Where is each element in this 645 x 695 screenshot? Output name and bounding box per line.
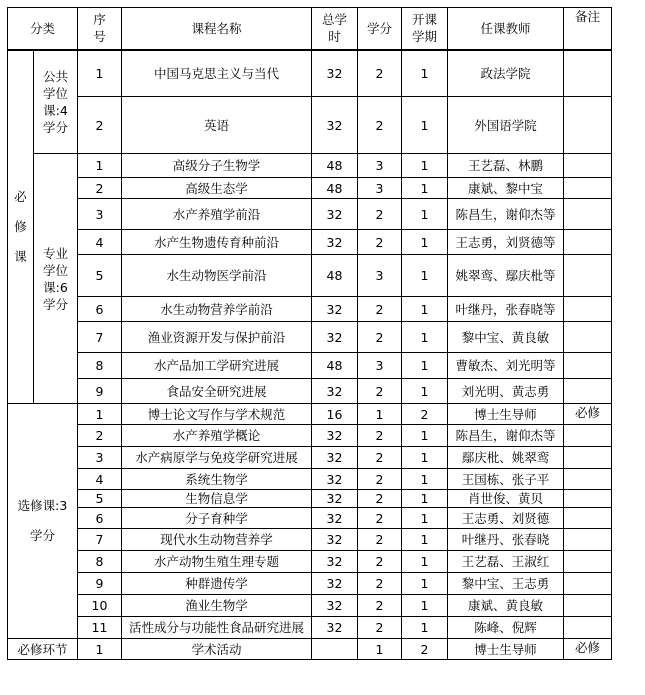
cell-hours: 32 (312, 297, 358, 322)
group-elective-line: 学分 (29, 528, 55, 543)
cell-note (564, 617, 612, 639)
cell-term: 1 (402, 573, 448, 595)
header-category: 分类 (8, 8, 78, 50)
cell-term: 1 (402, 97, 448, 154)
cell-seq: 5 (78, 255, 122, 297)
cell-credits: 2 (358, 97, 402, 154)
cell-hours: 48 (312, 255, 358, 297)
cell-course: 生物信息学 (122, 490, 312, 508)
cell-credits: 2 (358, 490, 402, 508)
group-public-degree-line: 课:4 (43, 102, 68, 118)
group-required-line: 必 (14, 188, 27, 204)
cell-hours: 16 (312, 404, 358, 425)
cell-teacher: 政法学院 (448, 50, 564, 97)
cell-term: 1 (402, 255, 448, 297)
cell-teacher: 王艺磊、林鹏 (448, 154, 564, 178)
cell-term: 1 (402, 50, 448, 97)
cell-seq: 9 (78, 573, 122, 595)
course-row (8, 255, 612, 297)
cell-seq: 6 (78, 297, 122, 322)
cell-seq: 4 (78, 469, 122, 490)
cell-credits: 2 (358, 50, 402, 97)
group-major-degree-line: 学分 (42, 296, 68, 312)
cell-term: 1 (402, 447, 448, 469)
cell-note (564, 322, 612, 353)
cell-teacher: 陈昌生，谢仰杰等 (448, 199, 564, 230)
header-row (8, 8, 612, 50)
cell-seq: 3 (78, 447, 122, 469)
course-row (8, 50, 612, 97)
header-hours-line: 总学 (321, 12, 347, 28)
course-row (8, 404, 612, 425)
cell-term: 1 (402, 154, 448, 178)
cell-seq: 4 (78, 230, 122, 255)
cell-course: 现代水生动物营养学 (122, 529, 312, 551)
cell-course: 渔业资源开发与保护前沿 (122, 322, 312, 353)
cell-hours: 32 (312, 469, 358, 490)
cell-credits: 1 (358, 639, 402, 660)
course-row (8, 379, 612, 404)
cell-teacher: 博士生导师 (448, 404, 564, 425)
cell-hours: 48 (312, 154, 358, 178)
cell-credits: 2 (358, 595, 402, 617)
cell-course: 博士论文写作与学术规范 (122, 404, 312, 425)
cell-hours: 32 (312, 199, 358, 230)
cell-term: 1 (402, 230, 448, 255)
cell-note (564, 255, 612, 297)
curriculum-table-body (8, 8, 612, 660)
cell-hours: 32 (312, 617, 358, 639)
course-row (8, 508, 612, 529)
group-elective (8, 404, 78, 639)
cell-note (564, 573, 612, 595)
cell-seq: 5 (78, 490, 122, 508)
header-seq (78, 8, 122, 50)
header-term-line: 学期 (411, 29, 437, 45)
group-public-degree (34, 50, 78, 154)
course-row (8, 425, 612, 447)
cell-course: 学术活动 (122, 639, 312, 660)
course-row (8, 154, 612, 178)
cell-term: 1 (402, 353, 448, 379)
cell-seq: 11 (78, 617, 122, 639)
cell-note: 必修 (564, 404, 612, 425)
cell-credits: 2 (358, 447, 402, 469)
cell-hours: 32 (312, 551, 358, 573)
cell-term: 2 (402, 404, 448, 425)
cell-note (564, 551, 612, 573)
course-row (8, 447, 612, 469)
group-major-degree-line: 专业 (42, 245, 68, 261)
cell-course: 水生动物营养学前沿 (122, 297, 312, 322)
cell-term: 2 (402, 639, 448, 660)
course-row (8, 230, 612, 255)
cell-seq: 3 (78, 199, 122, 230)
cell-seq: 8 (78, 353, 122, 379)
cell-course: 水产生物遗传育种前沿 (122, 230, 312, 255)
cell-hours: 32 (312, 230, 358, 255)
cell-seq: 1 (78, 639, 122, 660)
cell-course: 水产品加工学研究进展 (122, 353, 312, 379)
cell-credits: 3 (358, 353, 402, 379)
cell-teacher: 陈峰、倪辉 (448, 617, 564, 639)
course-row (8, 617, 612, 639)
cell-teacher: 肖世俊、黄贝 (448, 490, 564, 508)
cell-course: 中国马克思主义与当代 (122, 50, 312, 97)
header-note: 备注 (564, 8, 612, 50)
cell-teacher: 曹敏杰、刘光明等 (448, 353, 564, 379)
group-public-degree-line: 学位 (42, 85, 68, 101)
course-row (8, 490, 612, 508)
cell-course: 高级分子生物学 (122, 154, 312, 178)
cell-seq: 1 (78, 50, 122, 97)
header-seq-line: 序 (93, 12, 106, 28)
cell-credits: 2 (358, 322, 402, 353)
cell-course: 水产养殖学前沿 (122, 199, 312, 230)
cell-teacher: 姚翠鸾、鄢庆枇等 (448, 255, 564, 297)
cell-term: 1 (402, 508, 448, 529)
course-row (8, 573, 612, 595)
cell-credits: 2 (358, 508, 402, 529)
cell-seq: 8 (78, 551, 122, 573)
cell-term: 1 (402, 178, 448, 199)
cell-note (564, 97, 612, 154)
cell-term: 1 (402, 379, 448, 404)
cell-note (564, 297, 612, 322)
cell-hours (312, 639, 358, 660)
cell-course: 水产动物生殖生理专题 (122, 551, 312, 573)
header-hours (312, 8, 358, 50)
cell-teacher: 康斌、黄良敏 (448, 595, 564, 617)
course-row (8, 353, 612, 379)
cell-note (564, 199, 612, 230)
cell-credits: 2 (358, 573, 402, 595)
header-credits: 学分 (358, 8, 402, 50)
cell-teacher: 叶继丹，张春晓等 (448, 297, 564, 322)
group-major-degree-line: 学位 (42, 262, 68, 278)
cell-term: 1 (402, 490, 448, 508)
cell-note (564, 379, 612, 404)
cell-seq: 1 (78, 154, 122, 178)
cell-teacher: 外国语学院 (448, 97, 564, 154)
cell-note (564, 154, 612, 178)
cell-course: 种群遗传学 (122, 573, 312, 595)
cell-hours: 32 (312, 595, 358, 617)
group-required (8, 50, 34, 404)
cell-seq: 9 (78, 379, 122, 404)
cell-hours: 32 (312, 529, 358, 551)
course-row (8, 639, 612, 660)
cell-course: 系统生物学 (122, 469, 312, 490)
cell-note (564, 178, 612, 199)
cell-note (564, 595, 612, 617)
cell-note (564, 529, 612, 551)
cell-teacher: 鄢庆枇、姚翠鸾 (448, 447, 564, 469)
header-teacher: 任课教师 (448, 8, 564, 50)
cell-note (564, 490, 612, 508)
cell-term: 1 (402, 469, 448, 490)
group-major-degree (34, 154, 78, 404)
cell-note (564, 508, 612, 529)
cell-hours: 32 (312, 97, 358, 154)
group-public-degree-line: 公共 (42, 68, 68, 84)
header-term (402, 8, 448, 50)
cell-seq: 1 (78, 404, 122, 425)
cell-credits: 2 (358, 425, 402, 447)
course-row (8, 297, 612, 322)
cell-teacher: 黎中宝、黄良敏 (448, 322, 564, 353)
cell-course: 分子育种学 (122, 508, 312, 529)
course-row (8, 97, 612, 154)
group-required-line: 修 (14, 218, 27, 234)
cell-credits: 2 (358, 617, 402, 639)
cell-hours: 32 (312, 322, 358, 353)
cell-teacher: 王艺磊、王淑红 (448, 551, 564, 573)
group-required-line: 课 (14, 248, 27, 264)
cell-teacher: 陈昌生，谢仰杰等 (448, 425, 564, 447)
cell-hours: 32 (312, 508, 358, 529)
cell-hours: 32 (312, 490, 358, 508)
cell-credits: 3 (358, 255, 402, 297)
cell-term: 1 (402, 551, 448, 573)
cell-term: 1 (402, 595, 448, 617)
cell-seq: 10 (78, 595, 122, 617)
cell-hours: 48 (312, 178, 358, 199)
cell-credits: 2 (358, 379, 402, 404)
group-public-degree-line: 学分 (42, 119, 68, 135)
course-row (8, 551, 612, 573)
cell-note (564, 50, 612, 97)
header-course: 课程名称 (122, 8, 312, 50)
cell-credits: 2 (358, 469, 402, 490)
cell-hours: 32 (312, 379, 358, 404)
cell-seq: 7 (78, 529, 122, 551)
course-row (8, 469, 612, 490)
curriculum-table (7, 7, 612, 660)
course-row (8, 322, 612, 353)
cell-note (564, 447, 612, 469)
cell-course: 活性成分与功能性食品研究进展 (122, 617, 312, 639)
cell-term: 1 (402, 425, 448, 447)
cell-note (564, 353, 612, 379)
cell-seq: 2 (78, 178, 122, 199)
cell-teacher: 王志勇，刘贤德等 (448, 230, 564, 255)
course-row (8, 529, 612, 551)
cell-teacher: 黎中宝、王志勇 (448, 573, 564, 595)
cell-note: 必修 (564, 639, 612, 660)
cell-course: 水产养殖学概论 (122, 425, 312, 447)
cell-teacher: 王志勇、刘贤德 (448, 508, 564, 529)
cell-seq: 2 (78, 97, 122, 154)
group-required-link: 必修环节 (8, 639, 78, 660)
header-seq-line: 号 (93, 29, 106, 45)
cell-credits: 2 (358, 297, 402, 322)
cell-course: 水产病原学与免疫学研究进展 (122, 447, 312, 469)
cell-note (564, 425, 612, 447)
cell-note (564, 469, 612, 490)
cell-seq: 2 (78, 425, 122, 447)
cell-term: 1 (402, 322, 448, 353)
cell-course: 渔业生物学 (122, 595, 312, 617)
cell-credits: 2 (358, 199, 402, 230)
cell-credits: 2 (358, 551, 402, 573)
cell-term: 1 (402, 297, 448, 322)
header-term-line: 开课 (411, 12, 437, 28)
cell-seq: 6 (78, 508, 122, 529)
cell-teacher: 叶继丹、张春晓 (448, 529, 564, 551)
cell-teacher: 王国栋、张子平 (448, 469, 564, 490)
cell-hours: 32 (312, 447, 358, 469)
cell-hours: 32 (312, 425, 358, 447)
cell-teacher: 刘光明、黄志勇 (448, 379, 564, 404)
group-elective-line: 选修课:3 (17, 498, 68, 513)
group-major-degree-line: 课:6 (43, 279, 68, 295)
cell-term: 1 (402, 617, 448, 639)
cell-credits: 3 (358, 154, 402, 178)
cell-course: 高级生态学 (122, 178, 312, 199)
cell-credits: 1 (358, 404, 402, 425)
cell-hours: 32 (312, 573, 358, 595)
course-row (8, 595, 612, 617)
cell-term: 1 (402, 529, 448, 551)
cell-teacher: 博士生导师 (448, 639, 564, 660)
course-row (8, 199, 612, 230)
cell-course: 食品安全研究进展 (122, 379, 312, 404)
header-hours-line: 时 (328, 29, 341, 45)
cell-note (564, 230, 612, 255)
cell-credits: 2 (358, 230, 402, 255)
cell-course: 英语 (122, 97, 312, 154)
cell-course: 水生动物医学前沿 (122, 255, 312, 297)
cell-credits: 3 (358, 178, 402, 199)
cell-hours: 48 (312, 353, 358, 379)
cell-credits: 2 (358, 529, 402, 551)
cell-term: 1 (402, 199, 448, 230)
cell-seq: 7 (78, 322, 122, 353)
cell-hours: 32 (312, 50, 358, 97)
course-row (8, 178, 612, 199)
cell-teacher: 康斌、黎中宝 (448, 178, 564, 199)
